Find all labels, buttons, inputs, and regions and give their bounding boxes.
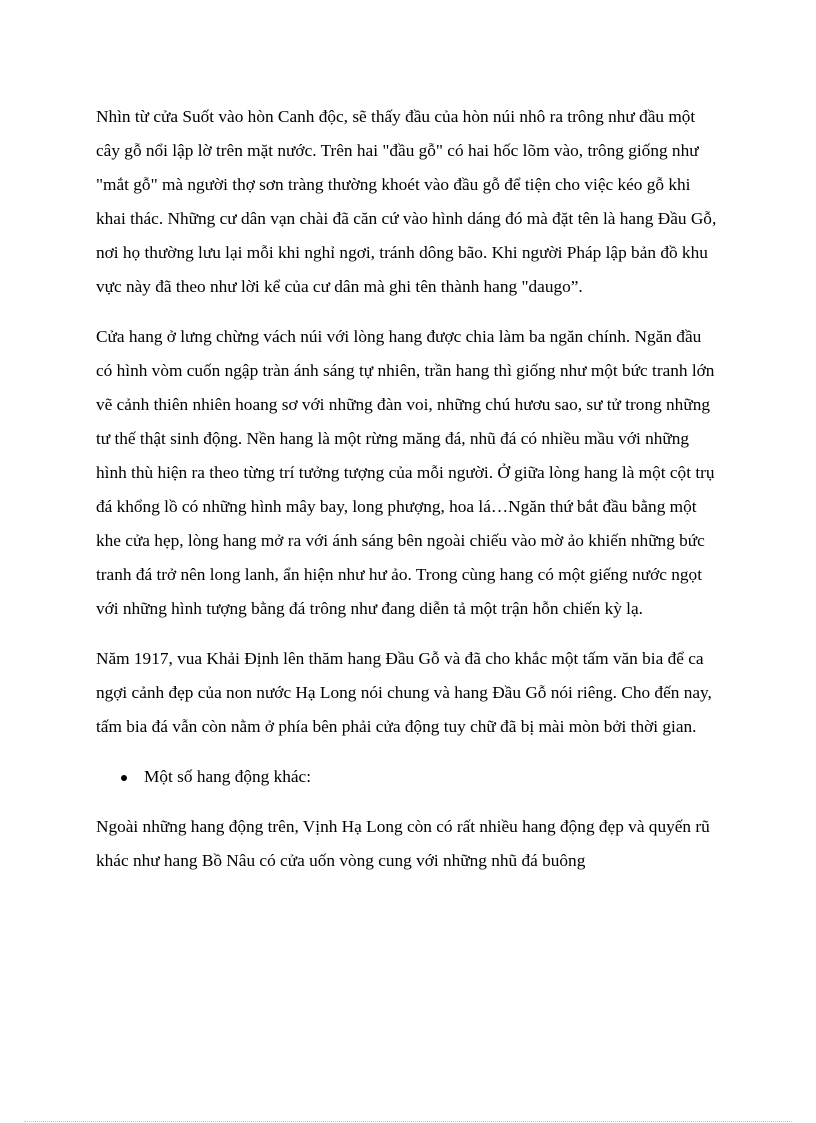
paragraph-dau-go-name: Nhìn từ cửa Suốt vào hòn Canh độc, sẽ thấy đầu của hòn núi nhô ra trông như đầu một cây gỗ nổi lập lờ trên mặt nước. Trên hai "đầu gỗ" có hai hốc lõm vào, trông giống như "mắt gỗ" mà người thợ sơn tràng thường khoét vào đầu gỗ để tiện cho việc kéo gỗ khi khai thác. Những cư dân vạn chài đã căn cứ vào hình dáng đó mà đặt tên là hang Đầu Gỗ, nơi họ thường lưu lại mỗi khi nghỉ ngơi, tránh dông bão. Khi người Pháp lập bản đồ khu vực này đã theo như lời kể của cư dân mà ghi tên thành hang "daugo”. (96, 107, 717, 296)
bullet-icon (121, 775, 127, 781)
bullet-list-item (96, 760, 720, 794)
paragraph-other-caves: Ngoài những hang động trên, Vịnh Hạ Long còn có rất nhiều hang động đẹp và quyến rũ khác như hang Bồ Nâu có cửa uốn vòng cung với những nhũ đá buông (96, 817, 710, 870)
paragraph-khai-dinh-stele: Năm 1917, vua Khải Định lên thăm hang Đầu Gỗ và đã cho khắc một tấm văn bia để ca ngợi cảnh đẹp của non nước Hạ Long nói chung và hang Đầu Gỗ nói riêng. Cho đến nay, tấm bia đá vẫn còn nằm ở phía bên phải cửa động tuy chữ đã bị mài mòn bởi thời gian. (96, 649, 712, 736)
document-body (96, 100, 720, 894)
paragraph-cave-chambers: Cửa hang ở lưng chừng vách núi với lòng hang được chia làm ba ngăn chính. Ngăn đầu có hình vòm cuốn ngập tràn ánh sáng tự nhiên, trần hang thì giống như một bức tranh lớn vẽ cảnh thiên nhiên hoang sơ với những đàn voi, những chú hươu sao, sư tử trong những tư thế thật sinh động. Nền hang là một rừng măng đá, nhũ đá có nhiều mầu với những hình thù hiện ra theo từng trí tưởng tượng của mỗi người. Ở giữa lòng hang là một cột trụ đá khổng lồ có những hình mây bay, long phượng, hoa lá…Ngăn thứ bắt đầu bằng một khe cửa hẹp, lòng hang mở ra với ánh sáng bên ngoài chiếu vào mờ ảo khiến những bức tranh đá trở nên long lanh, ẩn hiện như hư ảo. Trong cùng hang có một giếng nước ngọt với những hình tượng bằng đá trông như đang diễn tả một trận hỗn chiến kỳ lạ. (96, 327, 715, 618)
bullet-text: Một số hang động khác: (144, 767, 312, 786)
page-bottom-divider (24, 1121, 792, 1122)
